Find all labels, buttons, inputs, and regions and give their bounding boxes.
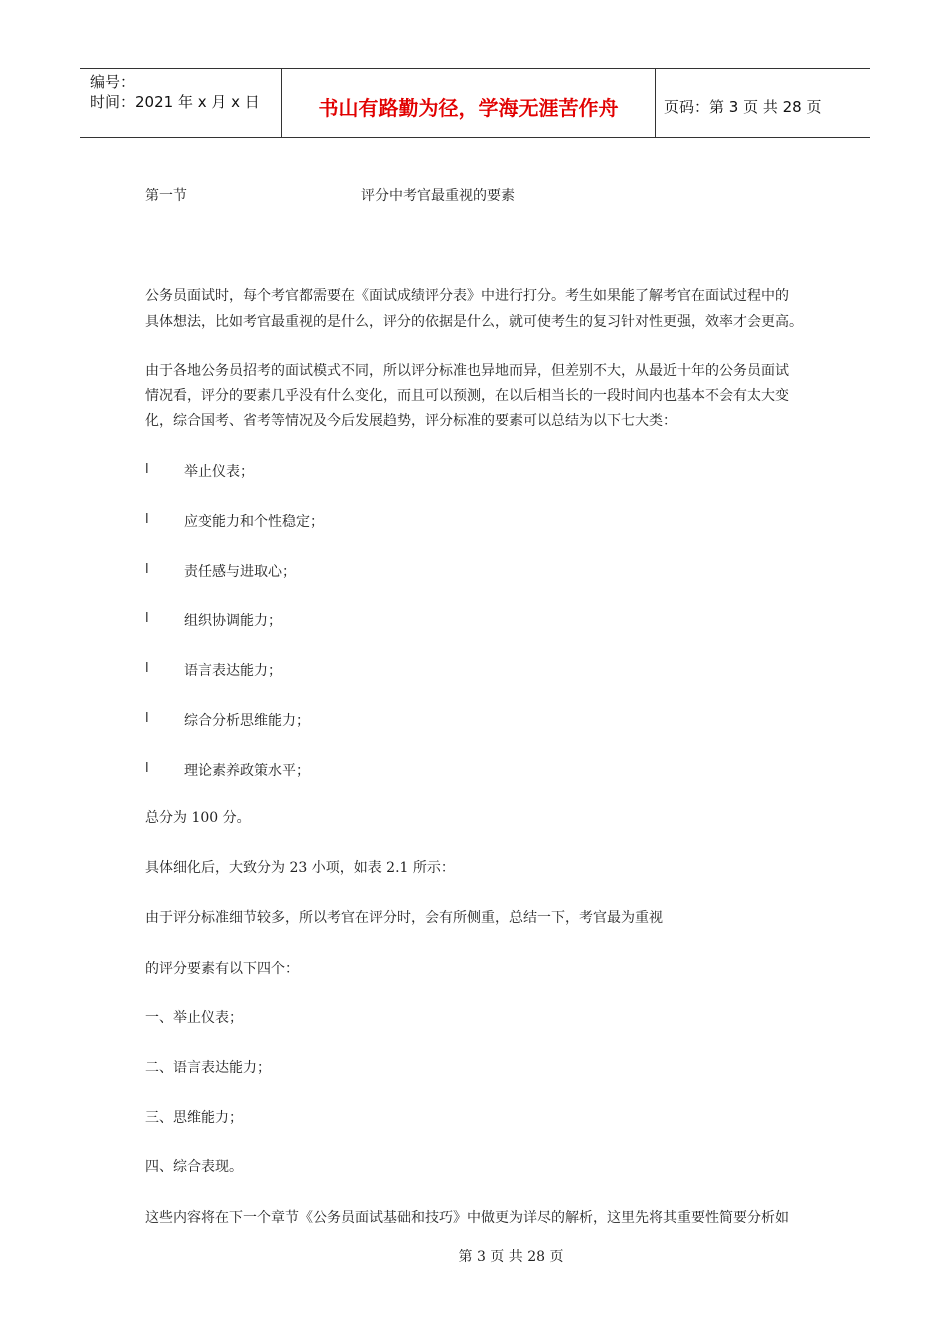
- bullet-marker: l: [145, 711, 149, 726]
- section-number: 第一节: [145, 188, 187, 204]
- bullet-marker: l: [145, 562, 149, 577]
- detail-line: 具体细化后，大致分为 23 小项，如表 2.1 所示：: [145, 860, 455, 876]
- list-item: 责任感与进取心；: [184, 564, 296, 580]
- total-score-line: 总分为 100 分。: [145, 810, 251, 826]
- paragraph-line: 化，综合国考、省考等情况及今后发展趋势，评分标准的要素可以总结为以下七大类：: [145, 413, 677, 429]
- key-item: 一、举止仪表；: [145, 1010, 243, 1026]
- header-motto: 书山有路勤为径，学海无涯苦作舟: [318, 95, 619, 120]
- bullet-marker: l: [145, 611, 149, 626]
- header-meta: [80, 69, 281, 137]
- key-item: 四、综合表现。: [145, 1159, 243, 1175]
- document-date-label: 时间：2021 年 x 月 x 日: [90, 93, 260, 111]
- bullet-marker: l: [145, 462, 149, 477]
- header-motto-cell: [281, 69, 656, 137]
- paragraph-line: 具体想法，比如考官最重视的是什么，评分的依据是什么，就可使考生的复习针对性更强，效率才会更高。: [145, 314, 803, 330]
- summary-line: 的评分要素有以下四个：: [145, 961, 299, 977]
- list-item: 组织协调能力；: [184, 613, 282, 629]
- summary-line: 由于评分标准细节较多，所以考官在评分时，会有所侧重，总结一下，考官最为重视: [145, 910, 663, 926]
- list-item: 应变能力和个性稳定；: [184, 514, 324, 530]
- bullet-marker: l: [145, 661, 149, 676]
- key-item: 三、思维能力；: [145, 1110, 243, 1126]
- page-header: [80, 68, 870, 138]
- bullet-marker: l: [145, 512, 149, 527]
- bullet-marker: l: [145, 761, 149, 776]
- page-footer: 第 3 页 共 28 页: [458, 1249, 564, 1265]
- section-title: 评分中考官最重视的要素: [361, 188, 515, 204]
- header-page-cell: [655, 69, 870, 137]
- key-item: 二、语言表达能力；: [145, 1060, 271, 1076]
- header-page-number: 页码：第 3 页 共 28 页: [664, 97, 822, 116]
- list-item: 理论素养政策水平；: [184, 763, 310, 779]
- list-item: 综合分析思维能力；: [184, 713, 310, 729]
- list-item: 语言表达能力；: [184, 663, 282, 679]
- paragraph-line: 情况看，评分的要素几乎没有什么变化，而且可以预测，在以后相当长的一段时间内也基本不会有太大变: [145, 388, 789, 404]
- paragraph-line: 由于各地公务员招考的面试模式不同，所以评分标准也异地而异，但差别不大，从最近十年的公务员面试: [145, 363, 789, 379]
- paragraph-line: 公务员面试时，每个考官都需要在《面试成绩评分表》中进行打分。考生如果能了解考官在面试过程中的: [145, 288, 789, 304]
- list-item: 举止仪表；: [184, 464, 254, 480]
- closing-line: 这些内容将在下一个章节《公务员面试基础和技巧》中做更为详尽的解析，这里先将其重要性简要分析如: [145, 1210, 789, 1226]
- document-number-label: 编号：: [90, 73, 136, 91]
